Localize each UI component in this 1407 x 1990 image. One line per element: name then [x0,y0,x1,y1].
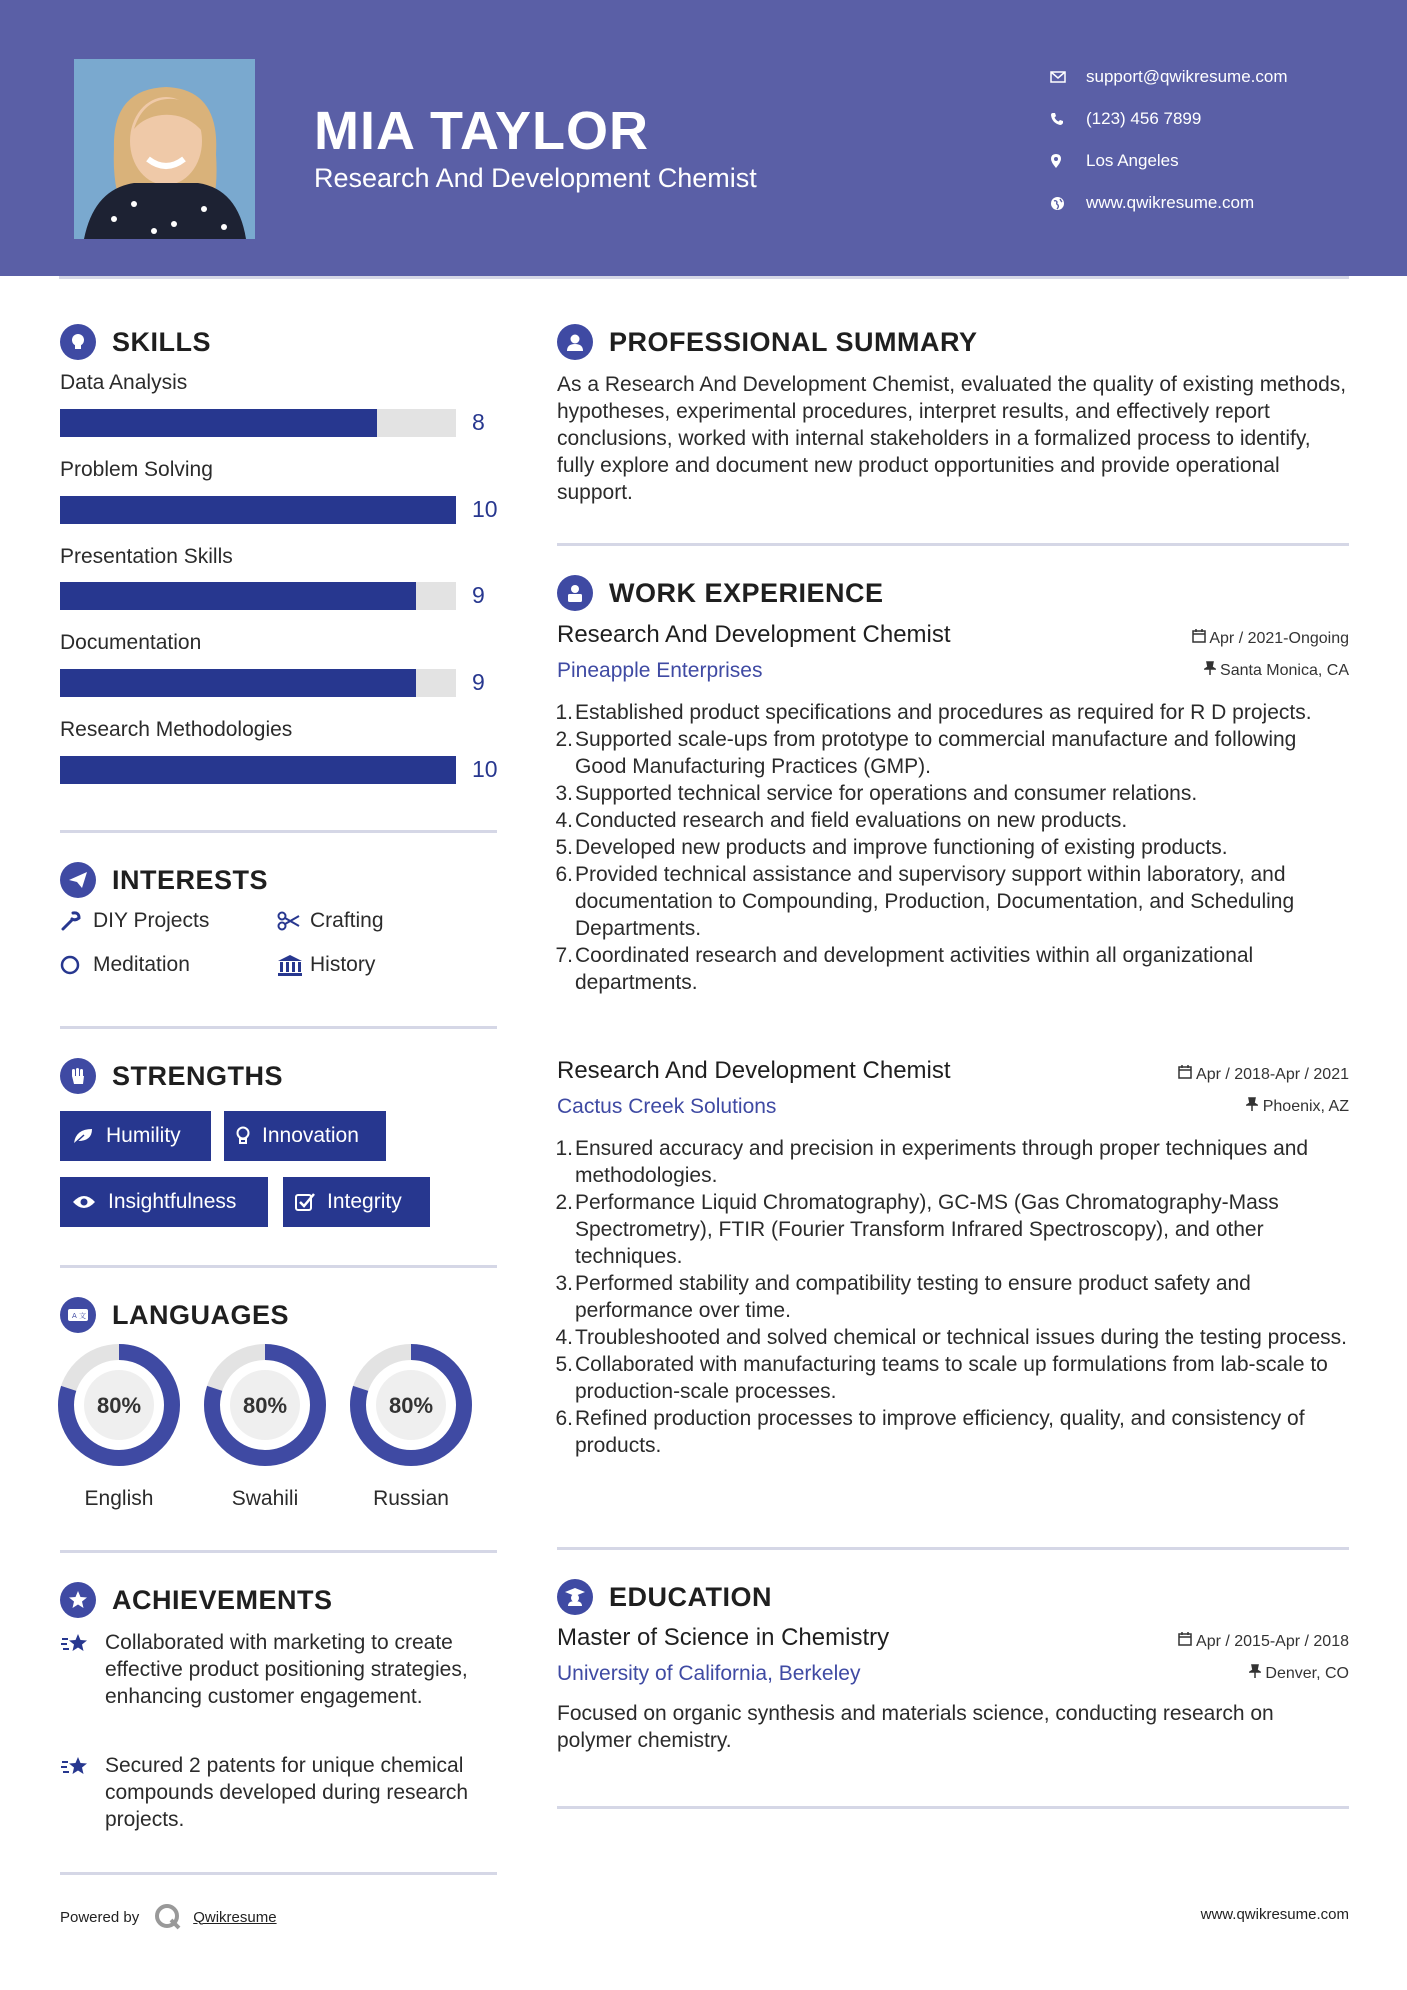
language-item [58,1344,180,1511]
user-icon [557,324,593,360]
paper-plane-icon [60,862,96,898]
svg-text:A: A [72,1312,77,1320]
skill-value: 9 [472,669,485,695]
leaf-icon [72,1127,94,1145]
list-item: 3. Performed stability and compatibility testing to ensure product safety and performance over time. [555,1272,1251,1322]
candidate-name: MIA TAYLOR [314,101,650,161]
strengths-heading: STRENGTHS [60,1058,283,1094]
star-badge-icon [60,1582,96,1618]
qwikresume-logo-icon [153,1902,183,1932]
contact-phone-text: (123) 456 7899 [1086,109,1202,128]
language-name: English [84,1487,154,1510]
job-bullets [557,1135,1349,1459]
contact-location-text: Los Angeles [1086,151,1179,170]
footer-website[interactable]: www.qwikresume.com [1200,1906,1349,1923]
calendar-icon [1178,1066,1192,1083]
skill-bar [60,409,456,437]
education-description: Focused on organic synthesis and materials science, conducting research on polymer chemistry. [557,1702,1274,1752]
language-ring [58,1344,180,1466]
list-item: 2. Performance Liquid Chromatography), GC-MS (Gas Chromatography-Mass Spectrometry), FTIR (Fourier Transform Infrared Spectroscopy), and other techniques. [555,1191,1279,1268]
list-item: 1. Established product specifications and procedures as required for R D projects. [555,701,1312,724]
resume-header [0,0,1407,276]
section-divider [557,543,1349,546]
map-pin-icon [1050,153,1086,169]
globe-icon [1050,196,1086,211]
list-item: 5. Collaborated with manufacturing teams to scale up formulations from lab-scale to production-scale processes. [555,1353,1328,1403]
language-icon [60,1297,96,1333]
strength-chip: Humility [60,1111,211,1161]
education-location: Denver, CO [1249,1664,1349,1683]
list-item: 5. Developed new products and improve functioning of existing products. [555,836,1228,859]
lightbulb-icon [236,1126,250,1146]
language-name: Swahili [231,1487,299,1510]
job-company: Cactus Creek Solutions [557,1095,777,1118]
skill-label: Research Methodologies [60,718,293,741]
envelope-icon [1050,71,1086,83]
profile-photo [74,59,255,239]
contact-location [1050,140,1288,182]
language-percent: 80% [96,1393,142,1418]
education-school: University of California, Berkeley [557,1662,861,1685]
contact-email[interactable] [1050,56,1288,98]
job-entry [557,621,1349,996]
job-role: Research And Development Chemist [557,621,951,648]
language-percent: 80% [388,1393,434,1418]
list-item: 2. Supported scale-ups from prototype to commercial manufacture and following Good Manufacturing Practices (GMP). [555,728,1297,778]
stars-icon [60,1629,105,1710]
summary-text: As a Research And Development Chemist, evaluated the quality of existing methods, hypotheses, experimental procedures, interpret results, and effectively report conclusions, worked with internal stakeholders in a formalized process to identify, fully explore and document new product opportunities and provide operational support. [557,373,1347,504]
svg-text:文: 文 [79,1312,86,1320]
skill-value: 10 [472,756,498,782]
scissors-icon [277,911,310,931]
footer-powered-by: Powered by Qwikresume [60,1902,277,1932]
languages-heading: A 文 LANGUAGES [60,1297,289,1333]
skills-heading: SKILLS [60,324,211,360]
job-dates: Apr / 2018-Apr / 2021 [1178,1065,1349,1084]
contact-list [1050,56,1288,224]
eye-icon [72,1194,96,1210]
language-item [204,1344,326,1511]
list-item: 4. Troubleshooted and solved chemical or technical issues during the testing process. [555,1326,1347,1349]
job-company: Pineapple Enterprises [557,659,763,682]
pushpin-icon [1249,1665,1261,1682]
pushpin-icon [1204,662,1216,679]
header-divider [59,276,1349,279]
list-item: 3. Supported technical service for operations and consumer relations. [555,782,1198,805]
candidate-title: Research And Development Chemist [314,163,757,193]
raised-fist-icon [60,1058,96,1094]
skill-bar [60,756,456,784]
skill-bar [60,582,456,610]
section-divider [60,1265,497,1268]
summary-heading: PROFESSIONAL SUMMARY [557,324,978,360]
skill-bar-fill [60,582,416,610]
skill-bar-fill [60,669,416,697]
language-percent: 80% [242,1393,288,1418]
job-dates: Apr / 2021-Ongoing [1192,629,1349,648]
job-location: Phoenix, AZ [1246,1097,1349,1116]
skill-bar [60,669,456,697]
education-entry [557,1624,1349,1754]
section-divider [60,1026,497,1029]
interest-item: Meditation [60,953,190,977]
skill-bar-fill [60,409,377,437]
strength-chip: Integrity [283,1177,430,1227]
job-entry [557,1057,1349,1459]
skill-bar [60,496,456,524]
language-item [350,1344,472,1511]
skill-value: 8 [472,409,485,435]
contact-website-text: www.qwikresume.com [1086,193,1255,212]
achievement-item: Collaborated with marketing to create effective product positioning strategies, enhancing customer engagement. [60,1629,500,1710]
list-item: 1. Ensured accuracy and precision in experiments through proper techniques and methodologies. [555,1137,1309,1187]
achievements-heading: ACHIEVEMENTS [60,1582,333,1618]
lightbulb-icon [60,324,96,360]
skill-bar-fill [60,756,456,784]
education-dates: Apr / 2015-Apr / 2018 [1178,1632,1349,1651]
phone-icon [1050,112,1086,126]
education-degree: Master of Science in Chemistry [557,1624,890,1651]
briefcase-user-icon [557,575,593,611]
skill-value: 9 [472,582,485,608]
pushpin-icon [1246,1098,1258,1115]
qwikresume-link[interactable]: Qwikresume [193,1908,277,1926]
skill-label: Data Analysis [60,371,188,394]
skill-label: Problem Solving [60,458,213,481]
stars-icon [60,1752,105,1833]
section-divider [557,1806,1349,1809]
calendar-icon [1192,630,1206,647]
experience-heading: WORK EXPERIENCE [557,575,884,611]
strength-chip: Insightfulness [60,1177,268,1227]
interest-item: Crafting [277,909,384,933]
skill-label: Documentation [60,631,202,654]
language-ring [204,1344,326,1466]
graduate-icon [557,1579,593,1615]
check-square-icon [295,1192,315,1212]
list-item: 6. Refined production processes to improve efficiency, quality, and consistency of products. [555,1407,1305,1457]
achievement-item: Secured 2 patents for unique chemical compounds developed during research projects. [60,1752,500,1833]
calendar-icon [1178,1633,1192,1650]
contact-email-text: support@qwikresume.com [1086,67,1288,86]
circle-icon [60,954,93,976]
skill-label: Presentation Skills [60,545,233,568]
interest-item: History [277,953,375,977]
interest-item: DIY Projects [60,909,209,933]
museum-icon [277,954,310,976]
job-role: Research And Development Chemist [557,1057,951,1084]
contact-website[interactable] [1050,182,1288,224]
language-ring [350,1344,472,1466]
list-item: 6. Provided technical assistance and supervisory support within laboratory, and documentation to Compounding, Production, Documentation, and Scheduling Departments. [555,863,1295,940]
job-bullets [557,699,1349,996]
list-item: 7. Coordinated research and development activities within all organizational departments. [555,944,1254,994]
interests-heading: INTERESTS [60,862,268,898]
job-location: Santa Monica, CA [1204,661,1349,680]
wrench-icon [60,910,93,932]
strength-chip: Innovation [224,1111,386,1161]
section-divider [60,1872,497,1875]
education-heading: EDUCATION [557,1579,772,1615]
contact-phone[interactable] [1050,98,1288,140]
list-item: 4. Conducted research and field evaluations on new products. [555,809,1128,832]
section-divider [60,830,497,833]
section-divider [60,1550,497,1553]
section-divider [557,1547,1349,1550]
language-name: Russian [373,1487,449,1510]
skill-bar-fill [60,496,456,524]
skill-value: 10 [472,496,498,522]
